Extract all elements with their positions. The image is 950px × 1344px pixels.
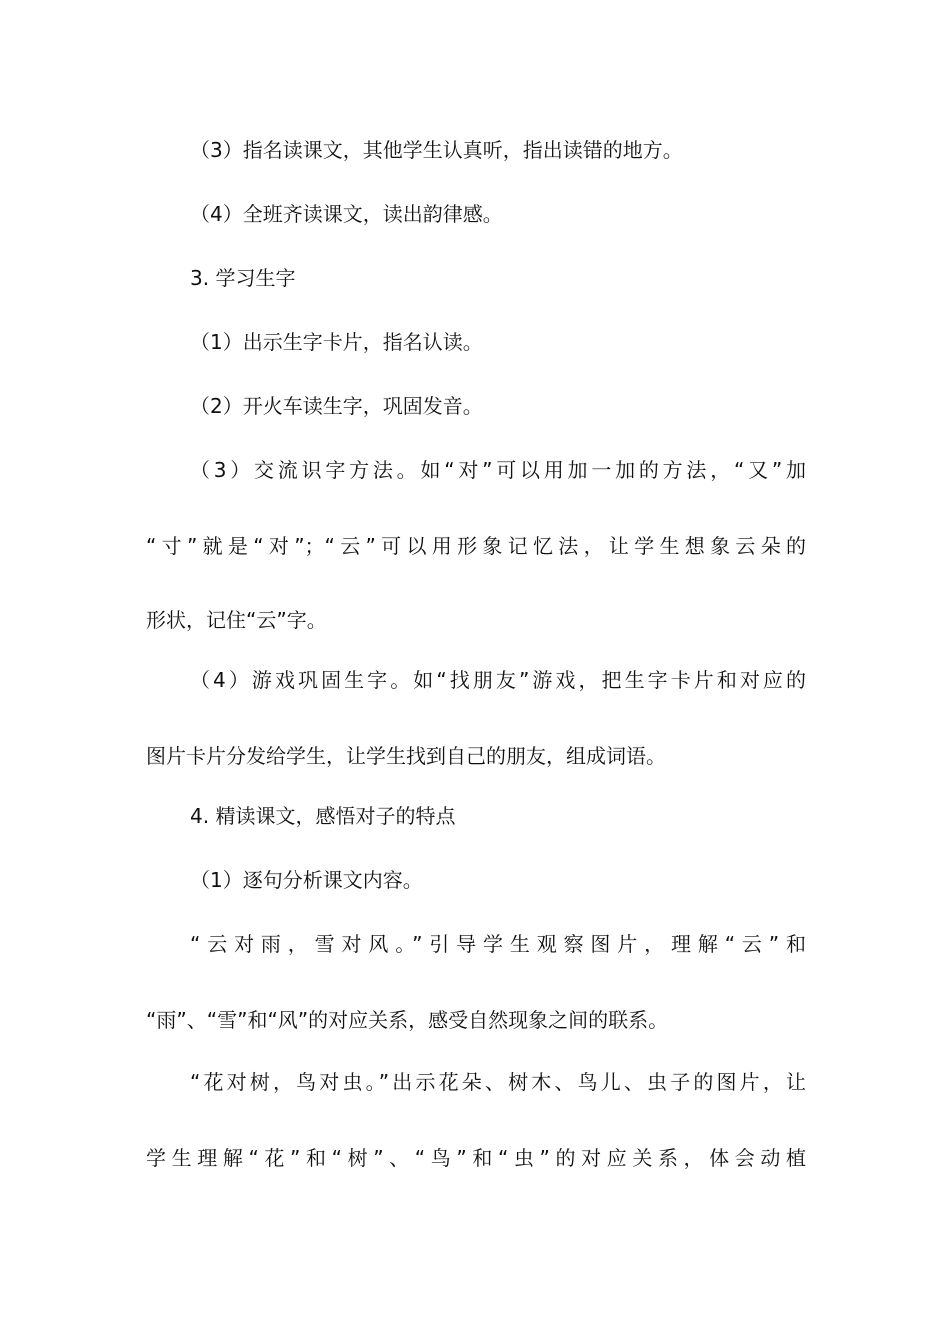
paragraph-line: （4）全班齐读课文，读出韵律感。 [190, 202, 503, 226]
paragraph-line: （4）游戏巩固生字。如“找朋友”游戏，把生字卡片和对应的 [190, 668, 806, 692]
paragraph-line: 学生理解“花”和“树”、“鸟”和“虫”的对应关系，体会动植 [146, 1146, 806, 1170]
paragraph-line: 图片卡片分发给学生，让学生找到自己的朋友，组成词语。 [146, 744, 666, 768]
quote-line: “云对雨，雪对风。”引导学生观察图片，理解“云”和 [190, 932, 806, 956]
paragraph-line: （3）交流识字方法。如“对”可以用加一加的方法，“又”加 [190, 458, 806, 482]
section-heading: 4. 精读课文，感悟对子的特点 [190, 804, 456, 828]
paragraph-line: “寸”就是“对”；“云”可以用形象记忆法，让学生想象云朵的 [146, 534, 806, 558]
paragraph-line: 形状，记住“云”字。 [146, 608, 327, 632]
paragraph-line: （1）出示生字卡片，指名认读。 [190, 330, 483, 354]
paragraph-line: （2）开火车读生字，巩固发音。 [190, 394, 483, 418]
section-heading: 3. 学习生字 [190, 266, 296, 290]
paragraph-line: “雨”、“雪”和“风”的对应关系，感受自然现象之间的联系。 [146, 1008, 669, 1032]
quote-line: “花对树，鸟对虫。”出示花朵、树木、鸟儿、虫子的图片，让 [190, 1070, 806, 1094]
paragraph-line: （1）逐句分析课文内容。 [190, 868, 423, 892]
paragraph-line: （3）指名读课文，其他学生认真听，指出读错的地方。 [190, 138, 683, 162]
